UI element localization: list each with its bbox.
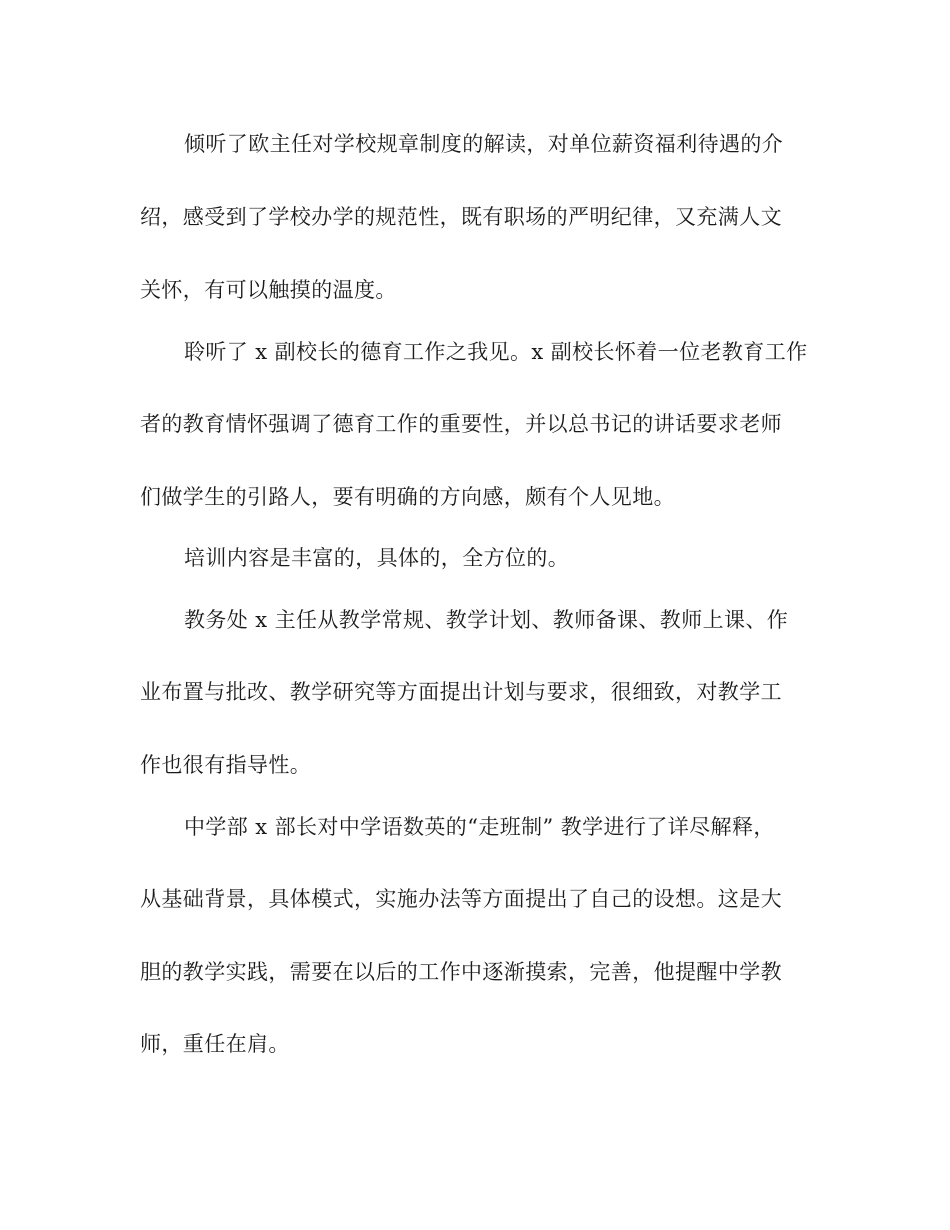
- paragraph-4-line-1: 教务处 x 主任从教学常规、教学计划、教师备课、教师上课、作: [184, 608, 789, 632]
- paragraph-2-line-3: 们做学生的引路人，要有明确的方向感，颇有个人见地。: [140, 485, 675, 509]
- paragraph-2-line-2: 者的教育情怀强调了德育工作的重要性，并以总书记的讲话要求老师: [140, 412, 782, 436]
- paragraph-4-line-3: 作也很有指导性。: [140, 753, 312, 777]
- paragraph-3-line-1: 培训内容是丰富的，具体的，全方位的。: [184, 546, 570, 570]
- paragraph-2-line-1: 聆听了 x 副校长的德育工作之我见。x 副校长怀着一位老教育工作: [184, 340, 808, 364]
- paragraph-4-line-2: 业布置与批改、教学研究等方面提出计划与要求，很细致，对教学工: [140, 680, 782, 704]
- paragraph-5-line-4: 师，重任在肩。: [140, 1032, 290, 1056]
- paragraph-5-line-3: 胆的教学实践，需要在以后的工作中逐渐摸索，完善，他提醒中学教: [140, 960, 782, 984]
- paragraph-5-line-2: 从基础背景，具体模式，实施办法等方面提出了自己的设想。这是大: [140, 887, 782, 911]
- paragraph-1-line-2: 绍，感受到了学校办学的规范性，既有职场的严明纪律，又充满人文: [140, 205, 782, 229]
- paragraph-1-line-3: 关怀，有可以触摸的温度。: [140, 278, 397, 302]
- paragraph-5-line-1: 中学部 x 部长对中学语数英的“走班制” 教学进行了详尽解释，: [184, 815, 775, 839]
- paragraph-1-line-1: 倾听了欧主任对学校规章制度的解读，对单位薪资福利待遇的介: [184, 132, 784, 156]
